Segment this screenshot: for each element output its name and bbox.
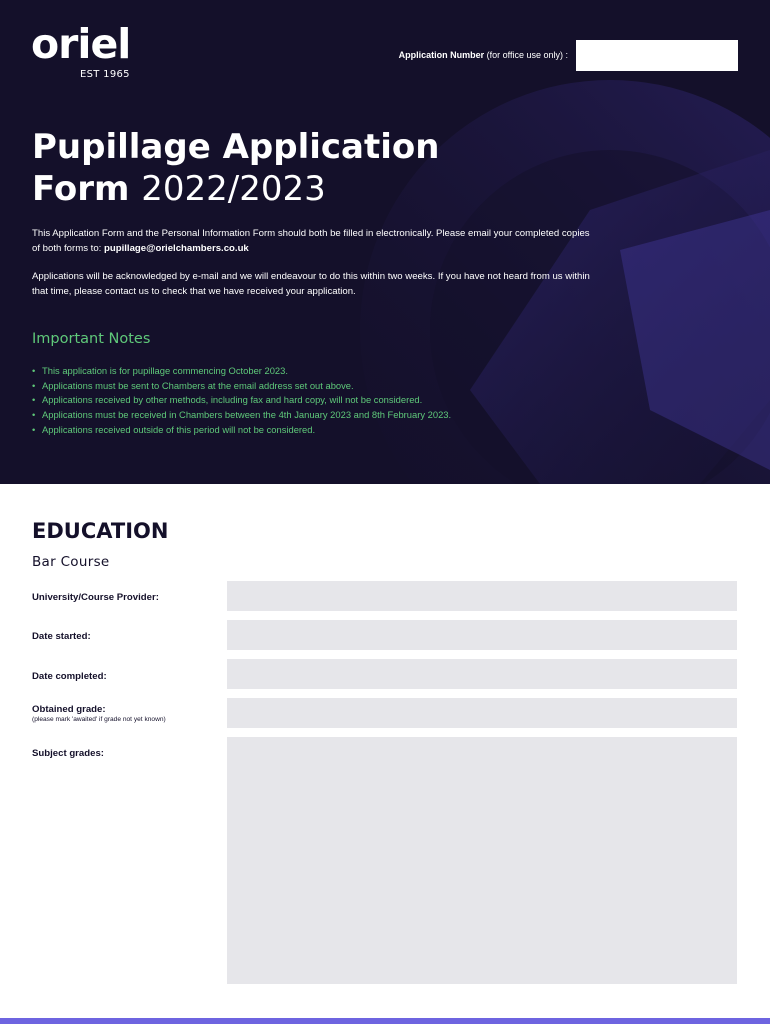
obtained-grade-input[interactable] — [227, 698, 737, 728]
important-notes-list — [32, 364, 592, 438]
oriel-logo: oriel — [31, 20, 131, 68]
hero-banner — [0, 0, 770, 484]
bar-course-heading: Bar Course — [32, 554, 110, 570]
date-completed-label: Date completed: — [32, 671, 107, 682]
date-completed-input[interactable] — [227, 659, 737, 689]
application-number-label-bold: Application Number — [398, 50, 485, 60]
obtained-grade-label: Obtained grade: — [32, 704, 106, 715]
subject-grades-label: Subject grades: — [32, 748, 104, 759]
obtained-grade-hint: (please mark 'awaited' if grade not yet known) — [32, 716, 166, 723]
note-item: • This application is for pupillage commencing October 2023. — [32, 364, 592, 379]
page-title — [32, 126, 552, 210]
intro-paragraph-1 — [32, 226, 592, 256]
provider-input[interactable] — [227, 581, 737, 611]
intro-paragraph-1-text: This Application Form and the Personal Information Form should both be filled in electronically. Please email your completed copies of both forms to: — [32, 228, 590, 254]
important-notes-heading: Important Notes — [32, 331, 151, 347]
date-started-label: Date started: — [32, 631, 91, 642]
title-form-word: Form — [32, 169, 130, 209]
note-item: • Applications received by other methods, including fax and hard copy, will not be considered. — [32, 393, 592, 408]
subject-grades-textarea[interactable] — [227, 737, 737, 984]
intro-paragraph-2: Applications will be acknowledged by e-mail and we will endeavour to do this within two weeks. If you have not heard from us within that time, please contact us to check that we have received your application. — [32, 271, 590, 297]
title-year: 2022/2023 — [141, 169, 326, 209]
note-item: • Applications must be received in Chambers between the 4th January 2023 and 8th February 2023. — [32, 408, 592, 423]
application-number-label-rest: (for office use only) : — [484, 50, 568, 60]
provider-label: University/Course Provider: — [32, 592, 159, 603]
application-number-input[interactable] — [576, 40, 738, 71]
date-started-input[interactable] — [227, 620, 737, 650]
application-number-label — [300, 50, 568, 60]
note-item: • Applications must be sent to Chambers at the email address set out above. — [32, 379, 592, 394]
footer-accent-bar — [0, 1018, 770, 1024]
intro-text — [32, 226, 592, 312]
note-item: • Applications received outside of this period will not be considered. — [32, 423, 592, 438]
submission-email: pupillage@orielchambers.co.uk — [104, 243, 249, 254]
title-line-2 — [32, 168, 552, 210]
logo-established: EST 1965 — [80, 69, 130, 80]
title-line-1: Pupillage Application — [32, 127, 440, 167]
education-heading: EDUCATION — [32, 519, 169, 543]
